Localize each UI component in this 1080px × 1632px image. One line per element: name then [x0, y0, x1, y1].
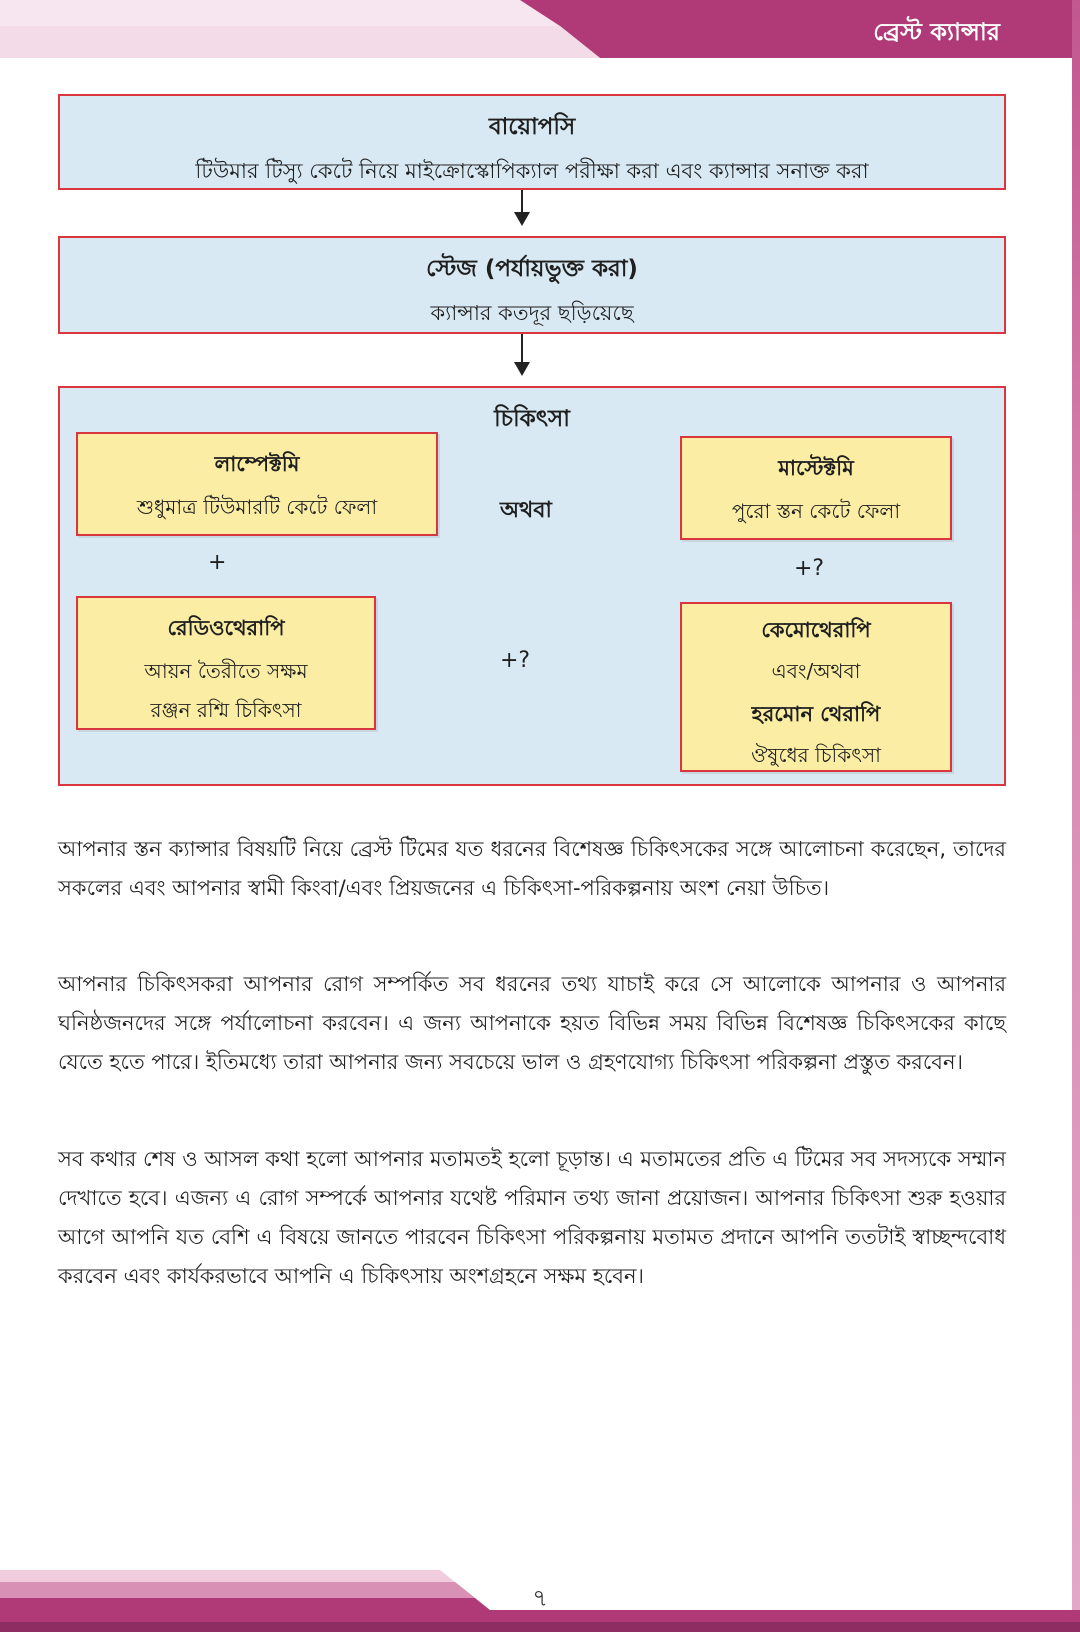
mastectomy-option	[680, 436, 952, 540]
chemotherapy-name: কেমোথেরাপি	[761, 618, 871, 642]
mastectomy-description: পুরো স্তন কেটে ফেলা	[731, 499, 901, 523]
or-connector: অথবা	[500, 498, 552, 523]
and-or-label: এবং/অথবা	[771, 659, 861, 683]
mastectomy-name: মাস্টেক্টমি	[778, 456, 854, 480]
plus-maybe-connector-right: +?	[794, 556, 825, 581]
radiotherapy-option	[76, 596, 376, 730]
arrow-down-icon	[521, 334, 523, 374]
page-number: ৭	[532, 1584, 548, 1612]
stage-box	[58, 236, 1006, 334]
radiotherapy-name: রেডিওথেরাপি	[167, 616, 285, 640]
stage-title: স্টেজ (পর্যায়ভুক্ত করা)	[426, 256, 638, 282]
radiotherapy-description-line1: আয়ন তৈরীতে সক্ষম	[144, 659, 308, 683]
treatment-title: চিকিৎসা	[494, 406, 570, 432]
plus-connector-left: +	[208, 550, 227, 575]
paragraph-3: সব কথার শেষ ও আসল কথা হলো আপনার মতামতই হলো চূড়ান্ত। এ মতামতের প্রতি এ টিমের সব সদস্যকে সম্মান দেখাতে হবে। এজন্য এ রোগ সম্পর্কে আপনার যথেষ্ট পরিমান তথ্য জানা প্রয়োজন। আপনার চিকিৎসা শুরু হওয়ার আগে আপনি যত বেশি এ বিষয়ে জানতে পারবেন চিকিৎসা পরিকল্পনায় মতামত প্রদানে আপনি ততটাই স্বাচ্ছন্দবোধ করবেন এবং কার্যকরভাবে আপনি এ চিকিৎসায় অংশগ্রহনে সক্ষম হবেন।	[58, 1147, 1006, 1288]
chemo-hormone-option	[680, 602, 952, 772]
stage-description: ক্যান্সার কতদূর ছড়িয়েছে	[430, 301, 634, 325]
running-header-title: ব্রেস্ট ক্যান্সার	[873, 18, 1000, 46]
biopsy-description: টিউমার টিস্যু কেটে নিয়ে মাইক্রোস্কোপিক্যাল পরীক্ষা করা এবং ক্যান্সার সনাক্ত করা	[195, 159, 869, 183]
lumpectomy-description: শুধুমাত্র টিউমারটি কেটে ফেলা	[136, 495, 378, 519]
hormone-therapy-name: হরমোন থেরাপি	[751, 702, 881, 726]
lumpectomy-option	[76, 432, 438, 536]
arrow-down-icon	[521, 190, 523, 224]
lumpectomy-name: লাম্পেক্টমি	[214, 452, 300, 476]
biopsy-title: বায়োপসি	[488, 114, 576, 140]
paragraph-1: আপনার স্তন ক্যান্সার বিষয়টি নিয়ে ব্রেস্ট টিমের যত ধরনের বিশেষজ্ঞ চিকিৎসকের সঙ্গে আলোচনা করেছেন, তাদের সকলের এবং আপনার স্বামী কিংবা/এবং প্রিয়জনের এ চিকিৎসা-পরিকল্পনায় অংশ নেয়া উচিত।	[58, 837, 1006, 900]
plus-maybe-connector-middle: +?	[500, 648, 531, 673]
paragraph-2: আপনার চিকিৎসকরা আপনার রোগ সম্পর্কিত সব ধরনের তথ্য যাচাই করে সে আলোকে আপনার ও আপনার ঘনিষ্ঠজনদের সঙ্গে পর্যালোচনা করবেন। এ জন্য আপনাকে হয়ত বিভিন্ন সময় বিভিন্ন বিশেষজ্ঞ চিকিৎসকের কাছে যেতে হতে পারে। ইতিমধ্যে তারা আপনার জন্য সবচেয়ে ভাল ও গ্রহণযোগ্য চিকিৎসা পরিকল্পনা প্রস্তুত করবেন।	[58, 972, 1006, 1074]
treatment-box	[58, 386, 1006, 786]
radiotherapy-description-line2: রঞ্জন রশ্মি চিকিৎসা	[150, 698, 302, 722]
biopsy-box	[58, 94, 1006, 190]
chemo-hormone-description: ঔষুধের চিকিৎসা	[751, 743, 881, 767]
right-edge-strip	[1072, 0, 1080, 1632]
